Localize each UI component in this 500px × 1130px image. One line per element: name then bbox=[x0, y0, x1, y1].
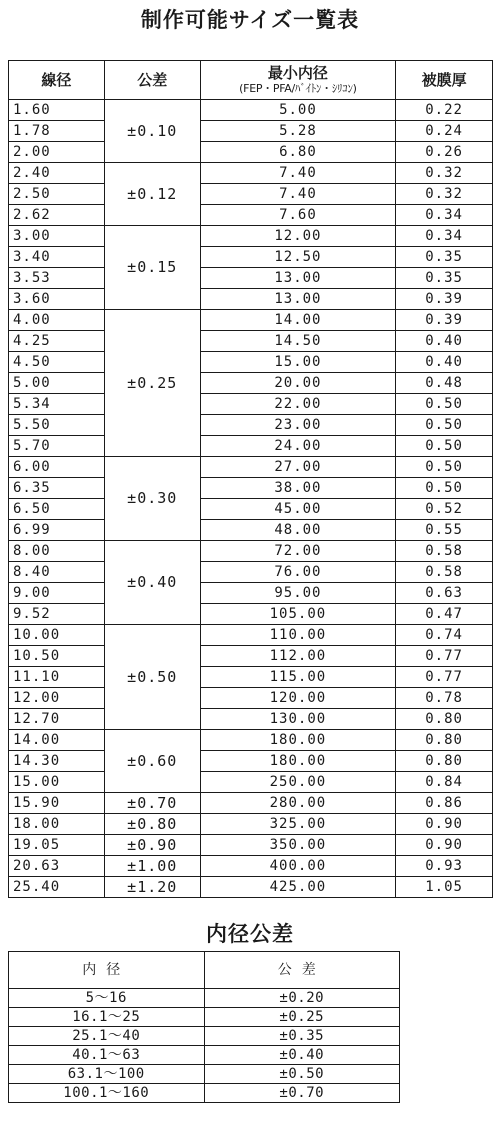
inner-diameter-range-cell: 25.1～40 bbox=[9, 1027, 205, 1046]
inner-diameter-range-cell: 5～16 bbox=[9, 989, 205, 1008]
wire-diameter-cell: 2.62 bbox=[9, 205, 105, 226]
coating-thickness-cell: 0.93 bbox=[396, 856, 493, 877]
min-inner-diameter-cell: 112.00 bbox=[200, 646, 396, 667]
inner-diameter-tolerance-cell: ±0.50 bbox=[204, 1065, 400, 1084]
table-row bbox=[9, 373, 493, 394]
table-row bbox=[9, 835, 493, 856]
wire-diameter-cell: 5.70 bbox=[9, 436, 105, 457]
table-row bbox=[9, 688, 493, 709]
header-min-inner-diameter-materials: (FEP・PFA/ﾊﾞｲﾄﾝ・ｼﾘｺﾝ) bbox=[239, 82, 357, 95]
min-inner-diameter-cell: 110.00 bbox=[200, 625, 396, 646]
table-row bbox=[9, 1046, 400, 1065]
tolerance-cell: ±0.40 bbox=[104, 541, 200, 625]
coating-thickness-cell: 0.52 bbox=[396, 499, 493, 520]
coating-thickness-cell: 0.80 bbox=[396, 709, 493, 730]
table-row bbox=[9, 1027, 400, 1046]
table-row bbox=[9, 352, 493, 373]
coating-thickness-cell: 0.80 bbox=[396, 751, 493, 772]
wire-diameter-cell: 2.50 bbox=[9, 184, 105, 205]
header-tolerance-2: 公差 bbox=[204, 952, 400, 989]
min-inner-diameter-cell: 7.40 bbox=[200, 184, 396, 205]
wire-diameter-cell: 4.00 bbox=[9, 310, 105, 331]
tolerance-cell: ±0.70 bbox=[104, 793, 200, 814]
min-inner-diameter-cell: 24.00 bbox=[200, 436, 396, 457]
min-inner-diameter-cell: 27.00 bbox=[200, 457, 396, 478]
header-inner-diameter: 内径 bbox=[9, 952, 205, 989]
size-table-body bbox=[9, 100, 493, 898]
wire-diameter-cell: 2.00 bbox=[9, 142, 105, 163]
coating-thickness-cell: 0.22 bbox=[396, 100, 493, 121]
min-inner-diameter-cell: 5.00 bbox=[200, 100, 396, 121]
tolerance-cell: ±0.80 bbox=[104, 814, 200, 835]
min-inner-diameter-cell: 350.00 bbox=[200, 835, 396, 856]
wire-diameter-cell: 3.00 bbox=[9, 226, 105, 247]
min-inner-diameter-cell: 400.00 bbox=[200, 856, 396, 877]
table-row bbox=[9, 226, 493, 247]
table-row bbox=[9, 268, 493, 289]
min-inner-diameter-cell: 22.00 bbox=[200, 394, 396, 415]
coating-thickness-cell: 0.50 bbox=[396, 436, 493, 457]
min-inner-diameter-cell: 115.00 bbox=[200, 667, 396, 688]
header-min-inner-diameter bbox=[200, 61, 396, 100]
inner-diameter-tolerance-cell: ±0.20 bbox=[204, 989, 400, 1008]
coating-thickness-cell: 0.40 bbox=[396, 331, 493, 352]
coating-thickness-cell: 0.39 bbox=[396, 289, 493, 310]
tolerance-table-header bbox=[9, 952, 400, 989]
coating-thickness-cell: 0.32 bbox=[396, 184, 493, 205]
min-inner-diameter-cell: 13.00 bbox=[200, 289, 396, 310]
min-inner-diameter-cell: 14.00 bbox=[200, 310, 396, 331]
wire-diameter-cell: 3.60 bbox=[9, 289, 105, 310]
min-inner-diameter-cell: 14.50 bbox=[200, 331, 396, 352]
wire-diameter-cell: 3.40 bbox=[9, 247, 105, 268]
wire-diameter-cell: 3.53 bbox=[9, 268, 105, 289]
tolerance-table-body bbox=[9, 989, 400, 1103]
wire-diameter-cell: 5.00 bbox=[9, 373, 105, 394]
table-row bbox=[9, 499, 493, 520]
wire-diameter-cell: 1.78 bbox=[9, 121, 105, 142]
min-inner-diameter-cell: 38.00 bbox=[200, 478, 396, 499]
coating-thickness-cell: 0.58 bbox=[396, 562, 493, 583]
size-table-header bbox=[9, 61, 493, 100]
wire-diameter-cell: 10.50 bbox=[9, 646, 105, 667]
coating-thickness-cell: 0.77 bbox=[396, 667, 493, 688]
inner-diameter-tolerance-cell: ±0.40 bbox=[204, 1046, 400, 1065]
table-row bbox=[9, 436, 493, 457]
table-row bbox=[9, 730, 493, 751]
min-inner-diameter-cell: 13.00 bbox=[200, 268, 396, 289]
table-row bbox=[9, 667, 493, 688]
min-inner-diameter-cell: 180.00 bbox=[200, 751, 396, 772]
table-row bbox=[9, 100, 493, 121]
wire-diameter-cell: 5.34 bbox=[9, 394, 105, 415]
tolerance-cell: ±0.60 bbox=[104, 730, 200, 793]
min-inner-diameter-cell: 23.00 bbox=[200, 415, 396, 436]
table-row bbox=[9, 625, 493, 646]
table-row bbox=[9, 751, 493, 772]
min-inner-diameter-cell: 7.40 bbox=[200, 163, 396, 184]
coating-thickness-cell: 0.35 bbox=[396, 268, 493, 289]
table-row bbox=[9, 415, 493, 436]
inner-diameter-range-cell: 16.1～25 bbox=[9, 1008, 205, 1027]
wire-diameter-cell: 12.70 bbox=[9, 709, 105, 730]
coating-thickness-cell: 0.77 bbox=[396, 646, 493, 667]
inner-diameter-tolerance-cell: ±0.70 bbox=[204, 1084, 400, 1103]
table-row bbox=[9, 877, 493, 898]
wire-diameter-cell: 15.90 bbox=[9, 793, 105, 814]
wire-diameter-cell: 14.30 bbox=[9, 751, 105, 772]
coating-thickness-cell: 0.40 bbox=[396, 352, 493, 373]
coating-thickness-cell: 0.55 bbox=[396, 520, 493, 541]
min-inner-diameter-cell: 15.00 bbox=[200, 352, 396, 373]
wire-diameter-cell: 6.99 bbox=[9, 520, 105, 541]
coating-thickness-cell: 0.90 bbox=[396, 814, 493, 835]
wire-diameter-cell: 14.00 bbox=[9, 730, 105, 751]
wire-diameter-cell: 6.00 bbox=[9, 457, 105, 478]
tolerance-cell: ±1.00 bbox=[104, 856, 200, 877]
wire-diameter-cell: 18.00 bbox=[9, 814, 105, 835]
table-row bbox=[9, 457, 493, 478]
tolerance-cell: ±0.90 bbox=[104, 835, 200, 856]
min-inner-diameter-cell: 280.00 bbox=[200, 793, 396, 814]
page-title: 制作可能サイズ一覧表 bbox=[140, 8, 360, 32]
table-row bbox=[9, 814, 493, 835]
table-row bbox=[9, 989, 400, 1008]
coating-thickness-cell: 1.05 bbox=[396, 877, 493, 898]
min-inner-diameter-cell: 105.00 bbox=[200, 604, 396, 625]
min-inner-diameter-cell: 130.00 bbox=[200, 709, 396, 730]
wire-diameter-cell: 19.05 bbox=[9, 835, 105, 856]
tolerance-cell: ±0.30 bbox=[104, 457, 200, 541]
table-row bbox=[9, 1065, 400, 1084]
min-inner-diameter-cell: 48.00 bbox=[200, 520, 396, 541]
wire-diameter-cell: 6.50 bbox=[9, 499, 105, 520]
tolerance-cell: ±0.15 bbox=[104, 226, 200, 310]
table-row bbox=[9, 772, 493, 793]
wire-diameter-cell: 4.25 bbox=[9, 331, 105, 352]
inner-diameter-tolerance-table bbox=[8, 951, 400, 1103]
table-row bbox=[9, 394, 493, 415]
coating-thickness-cell: 0.35 bbox=[396, 247, 493, 268]
coating-thickness-cell: 0.34 bbox=[396, 205, 493, 226]
table-row bbox=[9, 520, 493, 541]
tolerance-cell: ±0.10 bbox=[104, 100, 200, 163]
header-coating-thickness: 被膜厚 bbox=[396, 61, 493, 100]
coating-thickness-cell: 0.47 bbox=[396, 604, 493, 625]
inner-diameter-tolerance-cell: ±0.35 bbox=[204, 1027, 400, 1046]
table-row bbox=[9, 709, 493, 730]
header-min-inner-diameter-label: 最小内径 bbox=[267, 64, 328, 82]
size-table bbox=[8, 60, 493, 898]
table-row bbox=[9, 289, 493, 310]
coating-thickness-cell: 0.50 bbox=[396, 394, 493, 415]
coating-thickness-cell: 0.78 bbox=[396, 688, 493, 709]
coating-thickness-cell: 0.24 bbox=[396, 121, 493, 142]
table-row bbox=[9, 121, 493, 142]
min-inner-diameter-cell: 120.00 bbox=[200, 688, 396, 709]
wire-diameter-cell: 15.00 bbox=[9, 772, 105, 793]
wire-diameter-cell: 12.00 bbox=[9, 688, 105, 709]
table-row bbox=[9, 184, 493, 205]
min-inner-diameter-cell: 425.00 bbox=[200, 877, 396, 898]
wire-diameter-cell: 20.63 bbox=[9, 856, 105, 877]
table-row bbox=[9, 205, 493, 226]
wire-diameter-cell: 5.50 bbox=[9, 415, 105, 436]
wire-diameter-cell: 8.00 bbox=[9, 541, 105, 562]
wire-diameter-cell: 4.50 bbox=[9, 352, 105, 373]
wire-diameter-cell: 10.00 bbox=[9, 625, 105, 646]
coating-thickness-cell: 0.74 bbox=[396, 625, 493, 646]
wire-diameter-cell: 25.40 bbox=[9, 877, 105, 898]
min-inner-diameter-cell: 250.00 bbox=[200, 772, 396, 793]
coating-thickness-cell: 0.32 bbox=[396, 163, 493, 184]
table-row bbox=[9, 793, 493, 814]
table-row bbox=[9, 562, 493, 583]
coating-thickness-cell: 0.26 bbox=[396, 142, 493, 163]
table-row bbox=[9, 1084, 400, 1103]
inner-diameter-tolerance-cell: ±0.25 bbox=[204, 1008, 400, 1027]
wire-diameter-cell: 11.10 bbox=[9, 667, 105, 688]
inner-diameter-range-cell: 63.1～100 bbox=[9, 1065, 205, 1084]
wire-diameter-cell: 1.60 bbox=[9, 100, 105, 121]
table-row bbox=[9, 247, 493, 268]
min-inner-diameter-cell: 7.60 bbox=[200, 205, 396, 226]
inner-diameter-range-cell: 100.1～160 bbox=[9, 1084, 205, 1103]
table-row bbox=[9, 604, 493, 625]
coating-thickness-cell: 0.34 bbox=[396, 226, 493, 247]
coating-thickness-cell: 0.63 bbox=[396, 583, 493, 604]
coating-thickness-cell: 0.50 bbox=[396, 457, 493, 478]
header-wire-diameter: 線径 bbox=[9, 61, 105, 100]
wire-diameter-cell: 9.00 bbox=[9, 583, 105, 604]
coating-thickness-cell: 0.58 bbox=[396, 541, 493, 562]
coating-thickness-cell: 0.80 bbox=[396, 730, 493, 751]
coating-thickness-cell: 0.50 bbox=[396, 478, 493, 499]
coating-thickness-cell: 0.48 bbox=[396, 373, 493, 394]
min-inner-diameter-cell: 95.00 bbox=[200, 583, 396, 604]
table-row bbox=[9, 646, 493, 667]
coating-thickness-cell: 0.50 bbox=[396, 415, 493, 436]
coating-thickness-cell: 0.86 bbox=[396, 793, 493, 814]
wire-diameter-cell: 6.35 bbox=[9, 478, 105, 499]
min-inner-diameter-cell: 12.00 bbox=[200, 226, 396, 247]
min-inner-diameter-cell: 45.00 bbox=[200, 499, 396, 520]
table-row bbox=[9, 1008, 400, 1027]
table-row bbox=[9, 583, 493, 604]
min-inner-diameter-cell: 6.80 bbox=[200, 142, 396, 163]
min-inner-diameter-cell: 325.00 bbox=[200, 814, 396, 835]
min-inner-diameter-cell: 76.00 bbox=[200, 562, 396, 583]
header-tolerance: 公差 bbox=[104, 61, 200, 100]
min-inner-diameter-cell: 12.50 bbox=[200, 247, 396, 268]
wire-diameter-cell: 9.52 bbox=[9, 604, 105, 625]
table-row bbox=[9, 163, 493, 184]
tolerance-cell: ±0.12 bbox=[104, 163, 200, 226]
coating-thickness-cell: 0.90 bbox=[396, 835, 493, 856]
coating-thickness-cell: 0.84 bbox=[396, 772, 493, 793]
inner-diameter-tolerance-title: 内径公差 bbox=[206, 922, 294, 946]
table-row bbox=[9, 310, 493, 331]
table-row bbox=[9, 142, 493, 163]
table-row bbox=[9, 478, 493, 499]
table-row bbox=[9, 331, 493, 352]
coating-thickness-cell: 0.39 bbox=[396, 310, 493, 331]
min-inner-diameter-cell: 72.00 bbox=[200, 541, 396, 562]
wire-diameter-cell: 8.40 bbox=[9, 562, 105, 583]
table-row bbox=[9, 856, 493, 877]
min-inner-diameter-cell: 20.00 bbox=[200, 373, 396, 394]
min-inner-diameter-cell: 5.28 bbox=[200, 121, 396, 142]
tolerance-cell: ±0.25 bbox=[104, 310, 200, 457]
min-inner-diameter-cell: 180.00 bbox=[200, 730, 396, 751]
inner-diameter-range-cell: 40.1～63 bbox=[9, 1046, 205, 1065]
tolerance-cell: ±0.50 bbox=[104, 625, 200, 730]
tolerance-cell: ±1.20 bbox=[104, 877, 200, 898]
wire-diameter-cell: 2.40 bbox=[9, 163, 105, 184]
table-row bbox=[9, 541, 493, 562]
